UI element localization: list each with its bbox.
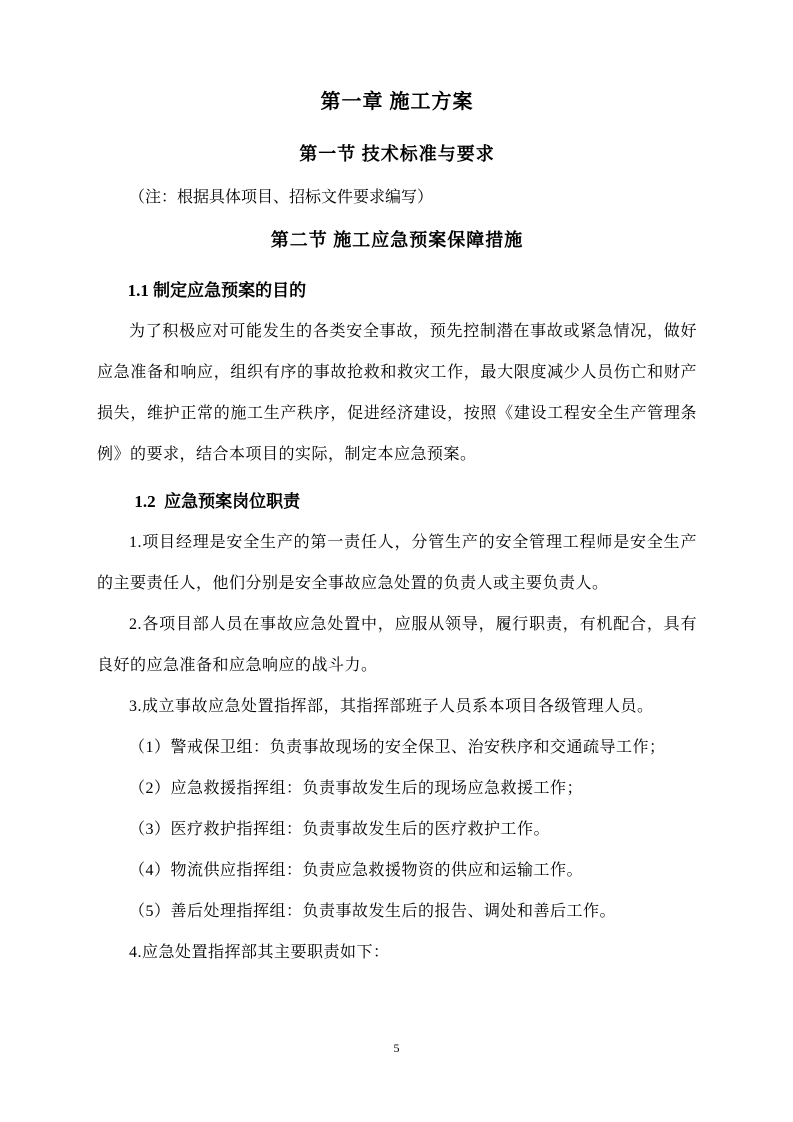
- body-paragraph-item-3: 3.成立事故应急处置指挥部，其指挥部班子人员系本项目各级管理人员。: [129, 698, 654, 715]
- section-1-title: 第一节 技术标准与要求: [299, 144, 495, 164]
- heading-1-2: 1.2 应急预案岗位职责: [134, 492, 301, 511]
- body-paragraph-purpose: 为了积极应对可能发生的各类安全事故，预先控制潜在事故或紧急情况，做好应急准备和响应，组织有序的事故抢救和救灾工作，最大限度减少人员伤亡和财产损失，维护正常的施工生产秩序，促进经济建设，按照《建设工程安全生产管理条例》的要求，结合本项目的实际，制定本应急预案。: [97, 323, 697, 463]
- document-content: [97, 88, 697, 973]
- chapter-title: 第一章 施工方案: [320, 91, 474, 113]
- body-paragraph-group-2: （2）应急救援指挥组：负责事故发生后的现场应急救援工作；: [129, 780, 584, 797]
- body-paragraph-item-4: 4.应急处置指挥部其主要职责如下：: [129, 944, 390, 961]
- heading-1-1: 1.1 制定应急预案的目的: [127, 281, 307, 300]
- body-paragraph-group-4: （4）物流供应指挥组：负责应急救援物资的供应和运输工作。: [129, 862, 584, 879]
- note-paragraph: （注：根据具体项目、招标文件要求编写）: [129, 189, 434, 206]
- body-paragraph-item-2: 2.各项目部人员在事故应急处置中，应服从领导，履行职责，有机配合，具有良好的应急准备和应急响应的战斗力。: [97, 616, 697, 674]
- page-number: 5: [393, 1041, 400, 1055]
- body-paragraph-group-5: （5）善后处理指挥组：负责事故发生后的报告、调处和善后工作。: [129, 903, 617, 920]
- body-paragraph-group-1: （1）警戒保卫组：负责事故现场的安全保卫、治安秩序和交通疏导工作；: [129, 739, 666, 756]
- body-paragraph-group-3: （3）医疗救护指挥组：负责事故发生后的医疗救护工作。: [129, 821, 551, 838]
- section-2-title: 第二节 施工应急预案保障措施: [270, 230, 524, 250]
- body-paragraph-item-1: 1.项目经理是安全生产的第一责任人，分管生产的安全管理工程师是安全生产的主要责任人，他们分别是安全事故应急处置的负责人或主要负责人。: [97, 534, 697, 592]
